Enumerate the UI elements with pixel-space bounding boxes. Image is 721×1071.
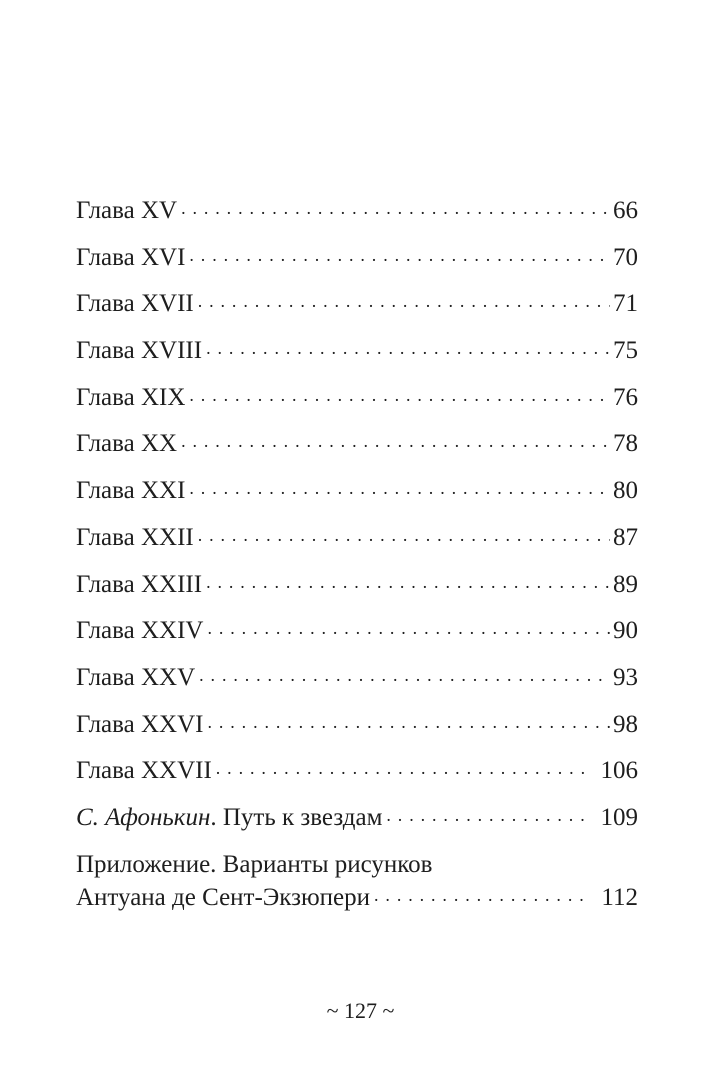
dot-leader xyxy=(181,198,610,218)
toc-entry-chapter-18 xyxy=(76,333,638,380)
page-number: ~ 127 ~ xyxy=(326,998,395,1023)
toc-entry-chapter-24 xyxy=(76,613,638,660)
toc-entry-title: Глава XXII xyxy=(76,523,194,551)
afterword-author: С. Афонькин xyxy=(76,803,211,831)
dot-leader xyxy=(206,572,610,592)
toc-entry-title: Глава XXVII xyxy=(76,757,212,785)
toc-entry-title: Глава XVII xyxy=(76,290,194,318)
toc-entry-chapter-26 xyxy=(76,707,638,754)
toc-entry-chapter-19 xyxy=(76,380,638,427)
toc-entry-title: Глава XX xyxy=(76,430,178,458)
appendix-title-line-2: Антуана де Сент-Экзюпери xyxy=(76,883,371,911)
dot-leader xyxy=(374,885,589,905)
dot-leader xyxy=(216,758,589,778)
toc-entry-page: 90 xyxy=(613,617,638,645)
dot-leader xyxy=(189,385,610,405)
toc-entry-title: Глава XXIV xyxy=(76,617,204,645)
toc-entry-chapter-21 xyxy=(76,473,638,520)
dot-leader xyxy=(206,338,610,358)
appendix-title-line-1: Приложение. Варианты рисунков xyxy=(76,850,433,878)
toc-entry-chapter-25 xyxy=(76,660,638,707)
toc-entry-title xyxy=(76,800,382,836)
toc-entry-chapter-16 xyxy=(76,240,638,287)
toc-entry-page: 106 xyxy=(600,757,638,785)
toc-entry-chapter-15 xyxy=(76,193,638,240)
toc-entry-title: Глава XXV xyxy=(76,663,196,691)
table-of-contents xyxy=(76,193,638,926)
toc-entry-title: Глава XXVI xyxy=(76,710,204,738)
dot-leader xyxy=(386,805,588,825)
toc-entry-title: Глава XVI xyxy=(76,243,186,271)
dot-leader xyxy=(189,478,610,498)
toc-entry-chapter-27 xyxy=(76,753,638,800)
toc-entry-page: 87 xyxy=(613,523,638,551)
afterword-title: . Путь к звездам xyxy=(210,803,383,831)
toc-entry-title: Глава XXI xyxy=(76,477,186,505)
appendix-title-line-2-row xyxy=(76,880,638,926)
toc-entry-title: Глава XIX xyxy=(76,383,186,411)
toc-entry-page: 75 xyxy=(613,337,638,365)
toc-entry-appendix xyxy=(76,847,638,926)
dot-leader xyxy=(199,665,610,685)
toc-entry-page: 93 xyxy=(613,663,638,691)
toc-entry-title: Глава XV xyxy=(76,197,178,224)
toc-entry-afterword xyxy=(76,800,638,847)
dot-leader xyxy=(207,712,610,732)
toc-entry-title: Глава XXIII xyxy=(76,570,203,598)
toc-entry-page: 112 xyxy=(601,883,638,911)
toc-entry-chapter-22 xyxy=(76,520,638,567)
dot-leader xyxy=(181,431,610,451)
toc-entry-title: Глава XVIII xyxy=(76,337,203,365)
toc-entry-page: 80 xyxy=(613,477,638,505)
toc-entry-page: 76 xyxy=(613,383,638,411)
toc-entry-chapter-20 xyxy=(76,426,638,473)
dot-leader xyxy=(198,525,610,545)
toc-entry-page: 70 xyxy=(613,243,638,271)
toc-entry-page: 98 xyxy=(613,710,638,738)
dot-leader xyxy=(198,291,610,311)
toc-entry-page: 66 xyxy=(613,197,638,224)
dot-leader xyxy=(207,618,610,638)
toc-entry-page: 89 xyxy=(613,570,638,598)
toc-entry-chapter-17 xyxy=(76,286,638,333)
toc-entry-page: 78 xyxy=(613,430,638,458)
toc-entry-chapter-23 xyxy=(76,567,638,614)
toc-entry-page: 109 xyxy=(600,803,638,831)
dot-leader xyxy=(189,245,610,265)
toc-entry-page: 71 xyxy=(613,290,638,318)
